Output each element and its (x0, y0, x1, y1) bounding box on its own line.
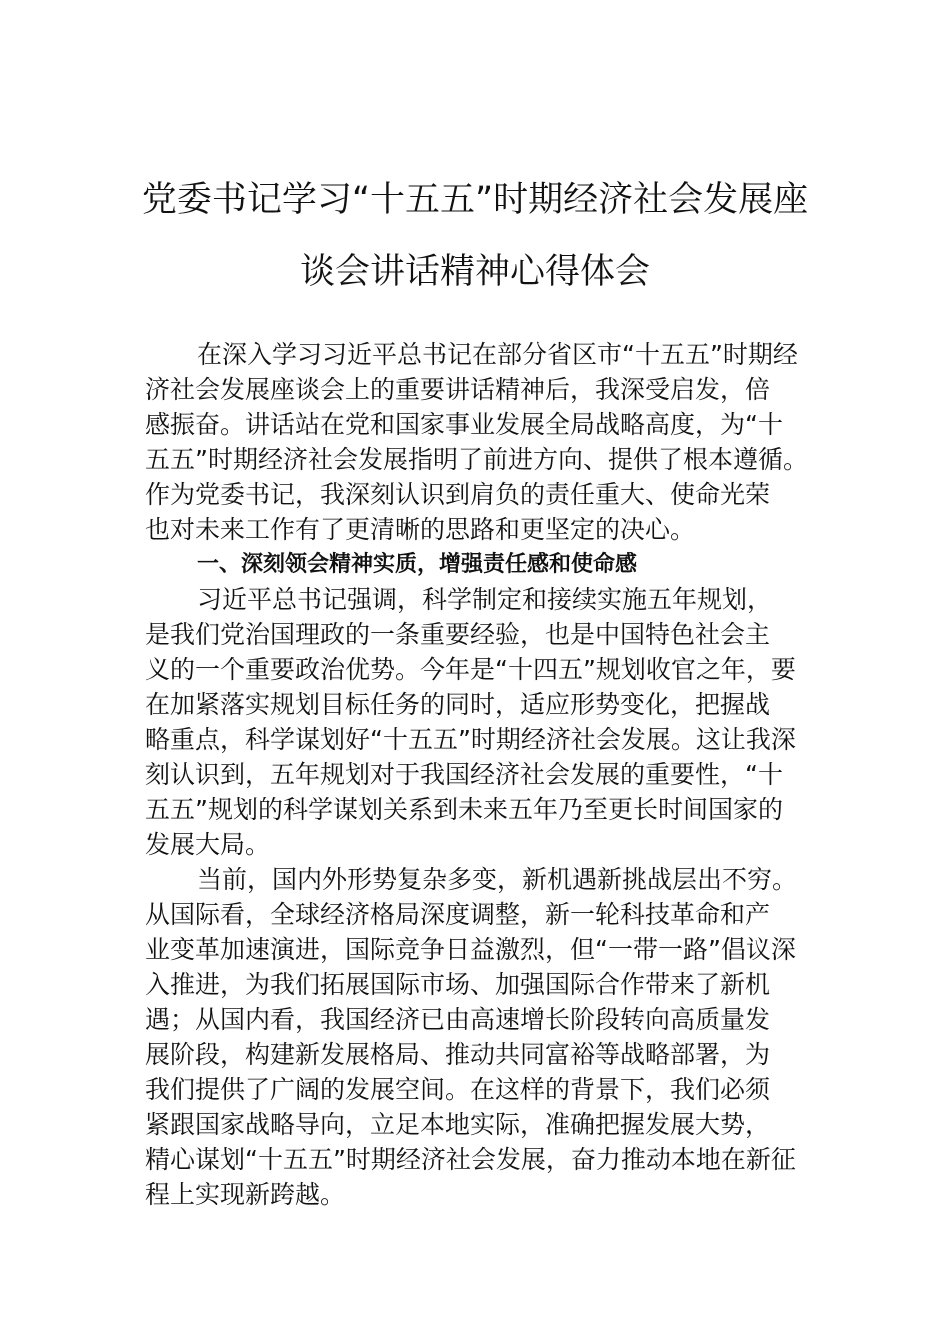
paragraph-2-line: 义的一个重要政治优势。今年是“十四五”规划收官之年，要 (145, 655, 796, 684)
paragraph-1-line: 在深入学习习近平总书记在部分省区市“十五五”时期经 (197, 340, 798, 369)
paragraph-3-line: 展阶段，构建新发展格局、推动共同富裕等战略部署，为 (145, 1040, 771, 1069)
paragraph-1-line: 五五”时期经济社会发展指明了前进方向、提供了根本遵循。 (145, 445, 808, 474)
paragraph-3-line: 程上实现新跨越。 (145, 1180, 346, 1209)
paragraph-1-line: 也对未来工作有了更清晰的思路和更坚定的决心。 (145, 515, 696, 544)
paragraph-2-line: 在加紧落实规划目标任务的同时，适应形势变化，把握战 (145, 690, 771, 719)
paragraph-3-line: 当前，国内外形势复杂多变，新机遇新挑战层出不穷。 (197, 865, 798, 894)
paragraph-2-line: 五五”规划的科学谋划关系到未来五年乃至更长时间国家的 (145, 795, 783, 824)
paragraph-1-line: 济社会发展座谈会上的重要讲话精神后，我深受启发，倍 (145, 375, 771, 404)
paragraph-3-line: 从国际看，全球经济格局深度调整，新一轮科技革命和产 (145, 900, 771, 929)
paragraph-3-line: 紧跟国家战略导向，立足本地实际，准确把握发展大势， (145, 1110, 771, 1139)
paragraph-2-line: 略重点，科学谋划好“十五五”时期经济社会发展。这让我深 (145, 725, 796, 754)
paragraph-2-line: 习近平总书记强调，科学制定和接续实施五年规划， (197, 585, 773, 614)
title-line-2: 谈会讲话精神心得体会 (299, 252, 650, 292)
paragraph-3-line: 入推进，为我们拓展国际市场、加强国际合作带来了新机 (145, 970, 771, 999)
paragraph-3-line: 我们提供了广阔的发展空间。在这样的背景下，我们必须 (145, 1075, 771, 1104)
paragraph-2-line: 发展大局。 (145, 830, 271, 859)
paragraph-2-line: 刻认识到，五年规划对于我国经济社会发展的重要性，“十 (145, 760, 783, 789)
paragraph-3-line: 精心谋划“十五五”时期经济社会发展，奋力推动本地在新征 (145, 1145, 796, 1174)
paragraph-3-line: 遇；从国内看，我国经济已由高速增长阶段转向高质量发 (145, 1005, 771, 1034)
paragraph-1-line: 作为党委书记，我深刻认识到肩负的责任重大、使命光荣 (145, 480, 771, 509)
paragraph-1-line: 感振奋。讲话站在党和国家事业发展全局战略高度，为“十 (145, 410, 783, 439)
section-heading: 一、深刻领会精神实质，增强责任感和使命感 (197, 552, 638, 577)
paragraph-3-line: 业变革加速演进，国际竞争日益激烈，但“一带一路”倡议深 (145, 935, 796, 964)
body-text (145, 337, 825, 1212)
title-line-1: 党委书记学习“十五五”时期经济社会发展座 (141, 180, 809, 220)
paragraph-2-line: 是我们党治国理政的一条重要经验，也是中国特色社会主 (145, 620, 771, 649)
